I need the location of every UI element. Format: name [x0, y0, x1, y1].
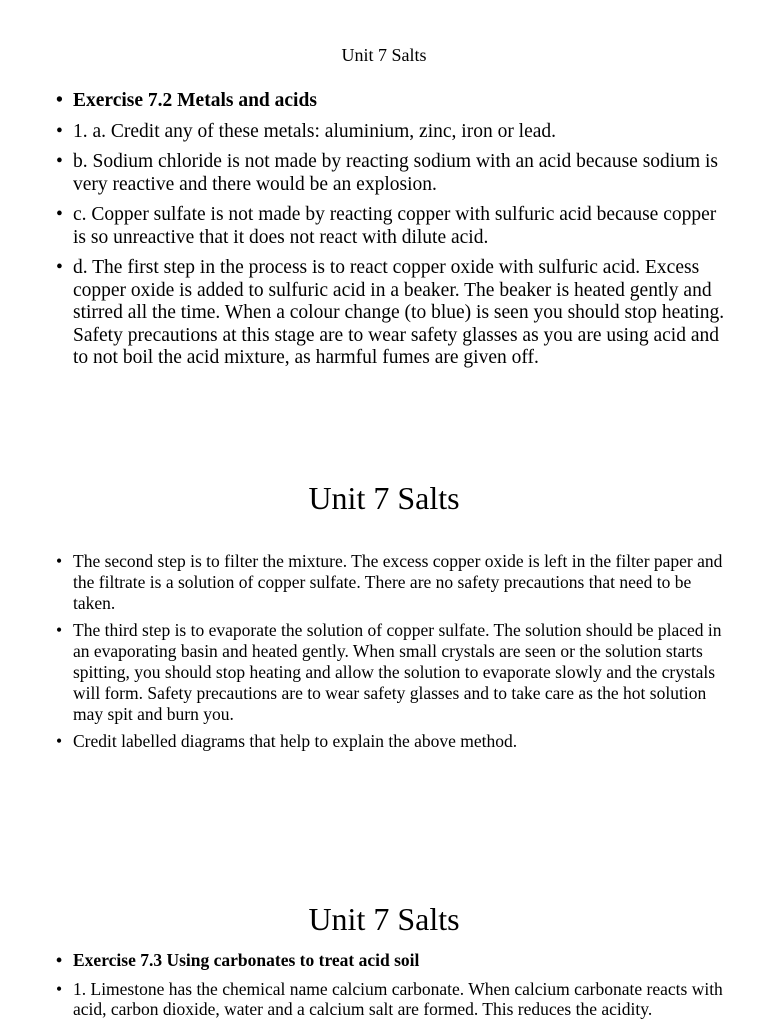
list-item-text: The third step is to evaporate the solution of copper sulfate. The solution should be placed in an evaporating basin and heated gently. When small crystals are seen or the solution starts spitting, you should stop heating and allow the solution to evaporate slowly and the crystals will form. Safety precautions are to wear safety glasses and to take care as the hot solution may spit and burn you.: [73, 620, 722, 724]
slide-1: [0, 44, 768, 378]
list-item-text: The second step is to filter the mixture. The excess copper oxide is left in the filter paper and the filtrate is a solution of copper sulfate. There are no safety precautions that need to be taken.: [73, 551, 723, 613]
bullet-icon: •: [56, 151, 63, 172]
bullet-icon: •: [56, 257, 63, 278]
list-item-text: c. Copper sulfate is not made by reacting copper with sulfuric acid because copper is so unreactive that it does not react with dilute acid.: [73, 204, 717, 248]
list-item: [0, 620, 768, 724]
list-item: [0, 90, 768, 113]
bullet-icon: •: [56, 120, 63, 142]
exercise-heading: Exercise 7.2 Metals and acids: [73, 90, 317, 111]
bullet-icon: •: [56, 204, 63, 225]
bullet-icon: •: [56, 950, 63, 970]
slide-3: [0, 900, 768, 1028]
bullet-icon: •: [56, 90, 63, 111]
exercise-heading: Exercise 7.3 Using carbonates to treat acid soil: [73, 950, 420, 970]
list-item-text: b. Sodium chloride is not made by reacting sodium with an acid because sodium is very reactive and there would be an explosion.: [73, 151, 719, 195]
slide-title: Unit 7 Salts: [308, 901, 460, 937]
list-item-text: 1. a. Credit any of these metals: aluminium, zinc, iron or lead.: [73, 120, 557, 142]
slide-title: Unit 7 Salts: [341, 45, 427, 65]
list-item-text: d. The first step in the process is to react copper oxide with sulfuric acid. Excess copper oxide is added to sulfuric acid in a beaker. The beaker is heated gently and stirred all the time. When a colour change (to blue) is seen you should stop heating. Safety precautions at this stage are to wear safety glasses as you are using acid and to not boil the acid mixture, as harmful fumes are given off.: [73, 257, 725, 368]
list-item: [0, 950, 768, 971]
bullet-icon: •: [56, 551, 63, 571]
list-item-text: 1. Limestone has the chemical name calcium carbonate. When calcium carbonate reacts with acid, carbon dioxide, water and a calcium salt are formed. This reduces the acidity.: [73, 978, 723, 1019]
slide-title: Unit 7 Salts: [308, 480, 460, 516]
list-item: [0, 979, 768, 1020]
list-item: [0, 204, 768, 249]
list-item: [0, 731, 768, 752]
list-item: [0, 151, 768, 196]
bullet-icon: •: [56, 731, 63, 752]
bullet-list: [0, 90, 768, 370]
slide-2: [0, 479, 768, 759]
bullet-icon: •: [56, 978, 63, 999]
list-item-text: Credit labelled diagrams that help to explain the above method.: [73, 731, 518, 752]
list-item: [0, 551, 768, 613]
bullet-list: [0, 950, 768, 1020]
bullet-list: [0, 551, 768, 752]
list-item: [0, 257, 768, 370]
list-item: [0, 121, 768, 144]
bullet-icon: •: [56, 620, 63, 641]
